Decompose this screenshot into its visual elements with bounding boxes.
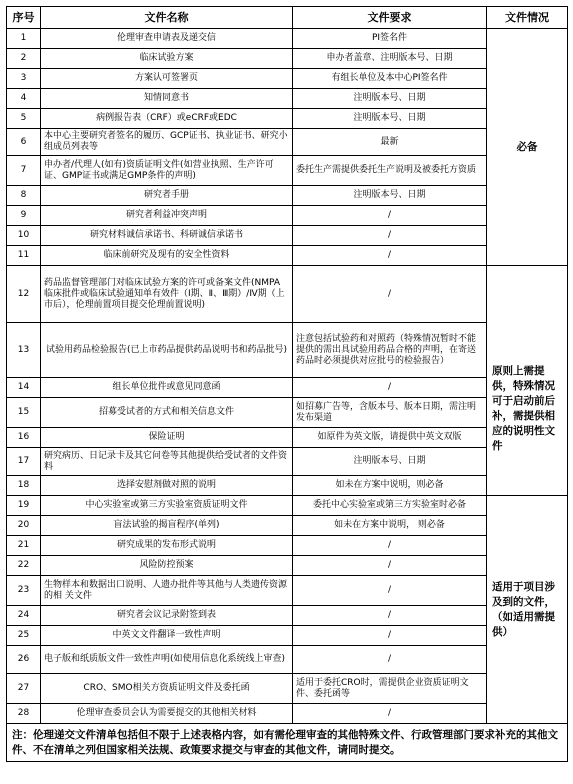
row-name: 试验用药品检验报告(已上市药品提供药品说明书和药品批号) — [41, 323, 293, 378]
row-no: 13 — [7, 323, 41, 378]
row-no: 1 — [7, 29, 41, 49]
row-no: 22 — [7, 556, 41, 576]
table-row — [7, 556, 568, 576]
row-requirement: 有组长单位及本中心PI签名件 — [293, 69, 487, 89]
row-name: 方案认可签署页 — [41, 69, 293, 89]
row-name: 盲法试验的揭盲程序(单列) — [41, 516, 293, 536]
row-name: 保险证明 — [41, 428, 293, 448]
row-name: 组长单位批件或意见同意函 — [41, 378, 293, 398]
row-requirement: 注明版本号、日期 — [293, 448, 487, 476]
row-requirement: / — [293, 576, 487, 606]
row-name: 伦理审查委员会认为需要提交的其他相关材料 — [41, 704, 293, 724]
row-name: 风险防控预案 — [41, 556, 293, 576]
row-name: 本中心主要研究者签名的履历、GCP证书、执业证书、研究小组成员列表等 — [41, 129, 293, 156]
row-no: 16 — [7, 428, 41, 448]
row-no: 19 — [7, 496, 41, 516]
row-name: 临床前研究及现有的安全性资料 — [41, 246, 293, 266]
row-requirement: / — [293, 536, 487, 556]
row-requirement: 如招募广告等，含版本号、版本日期，需注明发布渠道 — [293, 398, 487, 428]
row-requirement: 申办者盖章、注明版本号、日期 — [293, 49, 487, 69]
header-no: 序号 — [7, 7, 41, 29]
table-row — [7, 323, 568, 378]
row-name: 药品监督管理部门对临床试验方案的许可或备案文件(NMPA临床批件或临床试验通知单有效件（Ⅰ期、Ⅱ、Ⅲ期）/Ⅳ期（上市后），伦理前置项目提交伦理前置说明) — [41, 266, 293, 323]
table-row — [7, 398, 568, 428]
table-row — [7, 496, 568, 516]
row-requirement: / — [293, 226, 487, 246]
row-requirement: 如未在方案中说明， 则必备 — [293, 516, 487, 536]
row-name: 知情同意书 — [41, 89, 293, 109]
status-group-if-applicable: 适用于项目涉及到的文件，（如适用需提供） — [487, 496, 568, 724]
row-requirement: 最新 — [293, 129, 487, 156]
table-row — [7, 378, 568, 398]
row-requirement: / — [293, 378, 487, 398]
table-row — [7, 29, 568, 49]
row-requirement: 注明版本号、日期 — [293, 186, 487, 206]
table-row — [7, 448, 568, 476]
table-row — [7, 266, 568, 323]
row-no: 21 — [7, 536, 41, 556]
row-no: 27 — [7, 674, 41, 704]
row-no: 10 — [7, 226, 41, 246]
table-row — [7, 156, 568, 186]
table-row — [7, 704, 568, 724]
row-name: 研究者手册 — [41, 186, 293, 206]
row-name: 电子版和纸质版文件一致性声明(如使用信息化系统线上审查) — [41, 646, 293, 674]
table-row — [7, 674, 568, 704]
row-requirement: 委托中心实验室或第三方实验室时必备 — [293, 496, 487, 516]
status-group-conditional: 原则上需提供，特殊情况可于启动前后补，需提供相应的说明性文件 — [487, 323, 568, 496]
row-requirement: / — [293, 266, 487, 323]
table-header-row — [7, 7, 568, 29]
footnote: 注：伦理递交文件清单包括但不限于上述表格内容，如有需伦理审查的其他特殊文件、行政管理部门要求补充的其他文件、不在清单之列但国家相关法规、政策要求提交与审查的其他文件，请同时提交。 — [7, 724, 568, 762]
row-name: 生物样本和数据出口说明、人遗办批件等其他与人类遗传资源的相 关文件 — [41, 576, 293, 606]
row-requirement: 如未在方案中说明，则必备 — [293, 476, 487, 496]
row-name: 中心实验室或第三方实验室资质证明文件 — [41, 496, 293, 516]
table-row — [7, 576, 568, 606]
row-name: 中英文文件翻译一致性声明 — [41, 626, 293, 646]
row-requirement: / — [293, 246, 487, 266]
row-no: 28 — [7, 704, 41, 724]
table-row — [7, 476, 568, 496]
table-row — [7, 206, 568, 226]
header-requirement: 文件要求 — [293, 7, 487, 29]
status-group-required: 必备 — [487, 29, 568, 266]
table-row — [7, 246, 568, 266]
row-no: 23 — [7, 576, 41, 606]
row-name: 招募受试者的方式和相关信息文件 — [41, 398, 293, 428]
table-row — [7, 428, 568, 448]
row-name: 研究病历、日记录卡及其它问卷等其他提供给受试者的文件资料 — [41, 448, 293, 476]
row-requirement: / — [293, 206, 487, 226]
row-no: 25 — [7, 626, 41, 646]
table-row — [7, 536, 568, 556]
table-row — [7, 516, 568, 536]
row-name: 研究者利益冲突声明 — [41, 206, 293, 226]
header-name: 文件名称 — [41, 7, 293, 29]
row-name: 病例报告表（CRF）或eCRF或EDC — [41, 109, 293, 129]
row-requirement: / — [293, 606, 487, 626]
row-name: 研究成果的发布形式说明 — [41, 536, 293, 556]
row-no: 4 — [7, 89, 41, 109]
row-no: 6 — [7, 129, 41, 156]
header-status: 文件情况 — [487, 7, 568, 29]
row-no: 20 — [7, 516, 41, 536]
row-no: 12 — [7, 266, 41, 323]
table-row — [7, 49, 568, 69]
row-name: CRO、SMO相关方资质证明文件及委托函 — [41, 674, 293, 704]
row-requirement: 适用于委托CRO时，需提供企业资质证明文件、委托函等 — [293, 674, 487, 704]
row-no: 3 — [7, 69, 41, 89]
row-no: 2 — [7, 49, 41, 69]
table-row — [7, 69, 568, 89]
row-name: 伦理审查申请表及递交信 — [41, 29, 293, 49]
table-row — [7, 626, 568, 646]
table-row — [7, 129, 568, 156]
row-no: 5 — [7, 109, 41, 129]
footnote-row — [7, 724, 568, 762]
row-no: 15 — [7, 398, 41, 428]
row-requirement: / — [293, 556, 487, 576]
row-requirement: / — [293, 626, 487, 646]
row-name: 选择安慰剂做对照的说明 — [41, 476, 293, 496]
table-row — [7, 226, 568, 246]
submission-checklist-table — [6, 6, 568, 762]
table-row — [7, 606, 568, 626]
row-name: 临床试验方案 — [41, 49, 293, 69]
row-name: 研究材料诚信承诺书、科研诚信承诺书 — [41, 226, 293, 246]
row-requirement: 如原件为英文版，请提供中英文双版 — [293, 428, 487, 448]
row-no: 24 — [7, 606, 41, 626]
row-name: 研究者会议记录附签到表 — [41, 606, 293, 626]
row-requirement: PI签名件 — [293, 29, 487, 49]
row-no: 18 — [7, 476, 41, 496]
row-no: 9 — [7, 206, 41, 226]
row-requirement: / — [293, 704, 487, 724]
row-no: 14 — [7, 378, 41, 398]
row-no: 26 — [7, 646, 41, 674]
row-no: 8 — [7, 186, 41, 206]
row-requirement: / — [293, 646, 487, 674]
row-no: 17 — [7, 448, 41, 476]
table-row — [7, 109, 568, 129]
table-row — [7, 89, 568, 109]
row-no: 11 — [7, 246, 41, 266]
row-requirement: 委托生产需提供委托生产说明及被委托方资质 — [293, 156, 487, 186]
row-no: 7 — [7, 156, 41, 186]
row-requirement: 注意包括试验药和对照药（特殊情况暂时不能提供的需出具试验用药品合格的声明，在寄送药品时必须提供对应批号的检验报告） — [293, 323, 487, 378]
row-requirement: 注明版本号、日期 — [293, 89, 487, 109]
row-requirement: 注明版本号、日期 — [293, 109, 487, 129]
row-name: 申办者/代理人(如有)资质证明文件(如营业执照、生产许可证、GMP证书或满足GMP条件的声明) — [41, 156, 293, 186]
table-row — [7, 186, 568, 206]
table-row — [7, 646, 568, 674]
